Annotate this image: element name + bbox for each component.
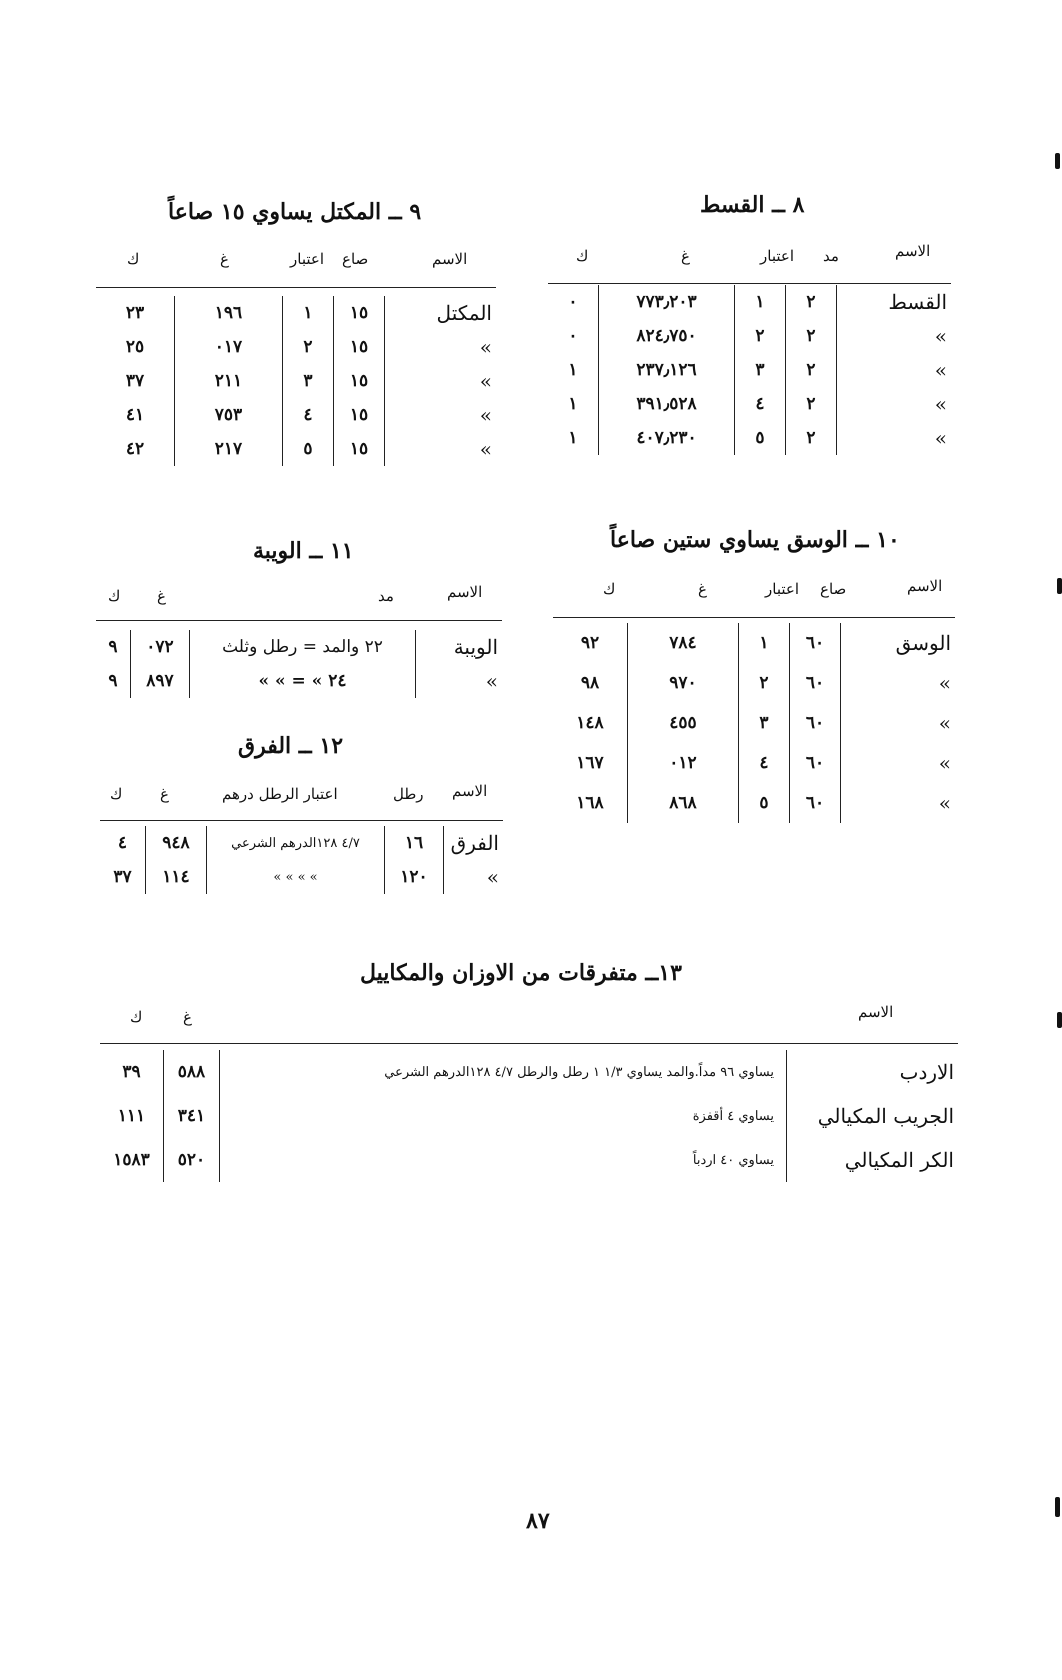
t13-r1-k: ٣٩ xyxy=(100,1050,164,1094)
table8 xyxy=(548,285,951,455)
t12-r2-c2: » » » » xyxy=(207,860,385,894)
t10-h-name: الاسم xyxy=(907,577,943,595)
t11-r1-c2: ٠٧٢ xyxy=(131,630,190,664)
t9-r1-name: المكتل xyxy=(436,301,492,325)
t13-r1-gh: ٥٨٨ xyxy=(164,1050,220,1094)
t8-r1-c2: ١ xyxy=(735,285,786,319)
t10-r2-c2: ٢ xyxy=(739,663,790,703)
t13-r3-k: ١٥٨٣ xyxy=(100,1138,164,1182)
t9-r3-c3: ٢١١ xyxy=(175,364,283,398)
t8-r1-c4: ٠ xyxy=(548,285,599,319)
t8-h-k: ك xyxy=(576,247,589,265)
t8-r5-c2: ٥ xyxy=(735,421,786,455)
t8-r1-c3: ٧٧٣٫٢٠٣ xyxy=(599,285,735,319)
t10-h-saa: صاع xyxy=(820,580,847,598)
t10-r1-name: الوسق xyxy=(895,631,951,655)
t9-r1-c2: ١ xyxy=(283,296,334,330)
t10-r5-c3: ٨٦٨ xyxy=(628,783,739,823)
table11-title: ١١ ــ الويبة xyxy=(253,538,354,564)
t9-h-name: الاسم xyxy=(432,250,468,268)
t9-r5-c4: ٤٢ xyxy=(96,432,175,466)
t12-r2-c4: ٣٧ xyxy=(100,860,146,894)
t10-r2-c3: ٩٧٠ xyxy=(628,663,739,703)
table9 xyxy=(96,296,496,466)
t10-r1-c2: ١ xyxy=(739,623,790,663)
t8-r5-name: » xyxy=(934,426,947,450)
t13-r2-k: ١١١ xyxy=(100,1094,164,1138)
t9-r4-c3: ٧٥٣ xyxy=(175,398,283,432)
t10-h-gh: غ xyxy=(698,580,707,598)
t10-r5-name: » xyxy=(938,791,951,815)
t11-r2-c1: ٢٤ » = » » xyxy=(190,664,416,698)
t11-h-mudd: مد xyxy=(378,587,394,605)
t8-r1-name: القسط xyxy=(888,290,947,314)
t9-r1-c4: ٢٣ xyxy=(96,296,175,330)
t10-h-k: ك xyxy=(603,580,616,598)
t9-r3-c1: ١٥ xyxy=(334,364,385,398)
t9-r2-c4: ٢٥ xyxy=(96,330,175,364)
table11 xyxy=(96,630,502,698)
t9-r3-c2: ٣ xyxy=(283,364,334,398)
t9-r3-c4: ٣٧ xyxy=(96,364,175,398)
t10-r1-c1: ٦٠ xyxy=(790,623,841,663)
t10-r4-c1: ٦٠ xyxy=(790,743,841,783)
t9-r5-c2: ٥ xyxy=(283,432,334,466)
t12-h-gh: غ xyxy=(160,785,169,803)
t11-r2-name: » xyxy=(485,669,498,693)
t8-r1-c1: ٢ xyxy=(786,285,837,319)
t10-r4-c2: ٤ xyxy=(739,743,790,783)
t12-r2-c1: ١٢٠ xyxy=(385,860,444,894)
t13-r2-gh: ٣٤١ xyxy=(164,1094,220,1138)
t8-r3-c2: ٣ xyxy=(735,353,786,387)
t9-r4-c2: ٤ xyxy=(283,398,334,432)
t9-r2-c2: ٢ xyxy=(283,330,334,364)
t10-r3-c4: ١٤٨ xyxy=(553,703,628,743)
t9-r1-c1: ١٥ xyxy=(334,296,385,330)
t9-h-itibar: اعتبار xyxy=(290,250,324,268)
t9-r4-c1: ١٥ xyxy=(334,398,385,432)
t11-r1-c3: ٩ xyxy=(96,630,131,664)
t13-r3-name: الكر المكيالي xyxy=(844,1148,954,1172)
page-number: ٨٧ xyxy=(526,1508,550,1534)
table12 xyxy=(100,826,503,894)
t12-h-k: ك xyxy=(110,785,123,803)
t9-h-gh: غ xyxy=(220,250,229,268)
edge-mark-2 xyxy=(1057,578,1062,594)
t8-r2-c2: ٢ xyxy=(735,319,786,353)
t8-h-gh: غ xyxy=(681,247,690,265)
t11-h-gh: غ xyxy=(157,587,166,605)
t8-r3-c3: ٢٣٧٫١٢٦ xyxy=(599,353,735,387)
t8-r5-c1: ٢ xyxy=(786,421,837,455)
t13-h-gh: غ xyxy=(183,1008,192,1026)
t9-r4-c4: ٤١ xyxy=(96,398,175,432)
t12-r1-c3: ٩٤٨ xyxy=(146,826,207,860)
t8-h-mudd: مد xyxy=(823,247,839,265)
t10-r2-c4: ٩٨ xyxy=(553,663,628,703)
t9-h-saa: صاع xyxy=(342,250,369,268)
t10-r1-c3: ٧٨٤ xyxy=(628,623,739,663)
t8-r4-c4: ١ xyxy=(548,387,599,421)
t11-r1-name: الويبة xyxy=(453,635,498,659)
t11-h-name: الاسم xyxy=(447,583,483,601)
t8-r2-c1: ٢ xyxy=(786,319,837,353)
t11-r2-c2: ٨٩٧ xyxy=(131,664,190,698)
t9-r5-name: » xyxy=(479,437,492,461)
t9-r2-c1: ١٥ xyxy=(334,330,385,364)
t9-r2-c3: ٠١٧ xyxy=(175,330,283,364)
t8-r3-c4: ١ xyxy=(548,353,599,387)
t12-r1-c1: ١٦ xyxy=(385,826,444,860)
t8-r2-c3: ٨٢٤٫٧٥٠ xyxy=(599,319,735,353)
t8-r4-name: » xyxy=(934,392,947,416)
t12-r1-c2: ٤/٧ ١٢٨الدرهم الشرعي xyxy=(207,826,385,860)
t12-r2-name: » xyxy=(486,865,499,889)
t13-r1-desc: يساوي ٩٦ مداً.والمد يساوي ١/٣ ١ رطل والرطل ٤/٧ ١٢٨الدرهم الشرعي xyxy=(220,1050,787,1094)
t12-h-name: الاسم xyxy=(452,782,488,800)
t10-r4-name: » xyxy=(938,751,951,775)
t10-h-itibar: اعتبار xyxy=(765,580,799,598)
t10-r2-name: » xyxy=(938,671,951,695)
t10-r3-name: » xyxy=(938,711,951,735)
table13-title: ١٣ــ متفرقات من الاوزان والمكاييل xyxy=(360,960,682,986)
t12-r1-name: الفرق xyxy=(450,831,499,855)
table10 xyxy=(553,623,955,823)
table13 xyxy=(100,1050,958,1182)
t10-r4-c4: ١٦٧ xyxy=(553,743,628,783)
table9-title: ٩ ــ المكتل يساوي ١٥ صاعاً xyxy=(168,199,422,225)
t8-r4-c2: ٤ xyxy=(735,387,786,421)
t9-r4-name: » xyxy=(479,403,492,427)
t13-r3-gh: ٥٢٠ xyxy=(164,1138,220,1182)
t13-h-name: الاسم xyxy=(858,1003,894,1021)
t8-r5-c3: ٤٠٧٫٢٣٠ xyxy=(599,421,735,455)
t13-h-k: ك xyxy=(130,1008,143,1026)
t9-r5-c1: ١٥ xyxy=(334,432,385,466)
t11-r2-c3: ٩ xyxy=(96,664,131,698)
t10-r3-c3: ٤٥٥ xyxy=(628,703,739,743)
t12-h-ratl: رطل xyxy=(393,785,424,803)
t9-r2-name: » xyxy=(479,335,492,359)
t9-h-k: ك xyxy=(127,250,140,268)
t8-h-itibar: اعتبار xyxy=(760,247,794,265)
t12-r2-c3: ١١٤ xyxy=(146,860,207,894)
t10-r5-c4: ١٦٨ xyxy=(553,783,628,823)
t8-r3-c1: ٢ xyxy=(786,353,837,387)
t10-r2-c1: ٦٠ xyxy=(790,663,841,703)
t11-r1-c1: ٢٢ والمد = رطل وثلث xyxy=(190,630,416,664)
t13-r1-name: الاردب xyxy=(899,1060,954,1084)
table12-title: ١٢ ــ الفرق xyxy=(238,733,344,759)
t10-r3-c2: ٣ xyxy=(739,703,790,743)
t8-r3-name: » xyxy=(934,358,947,382)
t8-r2-name: » xyxy=(934,324,947,348)
t10-r5-c1: ٦٠ xyxy=(790,783,841,823)
t9-r5-c3: ٢١٧ xyxy=(175,432,283,466)
t10-r4-c3: ٠١٢ xyxy=(628,743,739,783)
t12-h-itibar: اعتبار الرطل درهم xyxy=(222,785,338,803)
t8-r2-c4: ٠ xyxy=(548,319,599,353)
t9-r1-c3: ١٩٦ xyxy=(175,296,283,330)
t10-r3-c1: ٦٠ xyxy=(790,703,841,743)
table8-title: ٨ ــ القسط xyxy=(700,192,805,218)
t13-r3-desc: يساوي ٤٠ اردباً xyxy=(220,1138,787,1182)
edge-mark-4 xyxy=(1055,1497,1060,1517)
table10-title: ١٠ ــ الوسق يساوي ستين صاعاً xyxy=(610,527,900,553)
t10-r1-c4: ٩٢ xyxy=(553,623,628,663)
t12-r1-c4: ٤ xyxy=(100,826,146,860)
t10-r5-c2: ٥ xyxy=(739,783,790,823)
t8-r4-c1: ٢ xyxy=(786,387,837,421)
t8-r4-c3: ٣٩١٫٥٢٨ xyxy=(599,387,735,421)
edge-mark-1 xyxy=(1055,153,1060,169)
t8-r5-c4: ١ xyxy=(548,421,599,455)
t13-r2-desc: يساوي ٤ أقفزة xyxy=(220,1094,787,1138)
t8-h-name: الاسم xyxy=(895,242,931,260)
t13-r2-name: الجريب المكيالي xyxy=(817,1104,954,1128)
t11-h-k: ك xyxy=(108,587,121,605)
t9-r3-name: » xyxy=(479,369,492,393)
edge-mark-3 xyxy=(1057,1012,1062,1028)
